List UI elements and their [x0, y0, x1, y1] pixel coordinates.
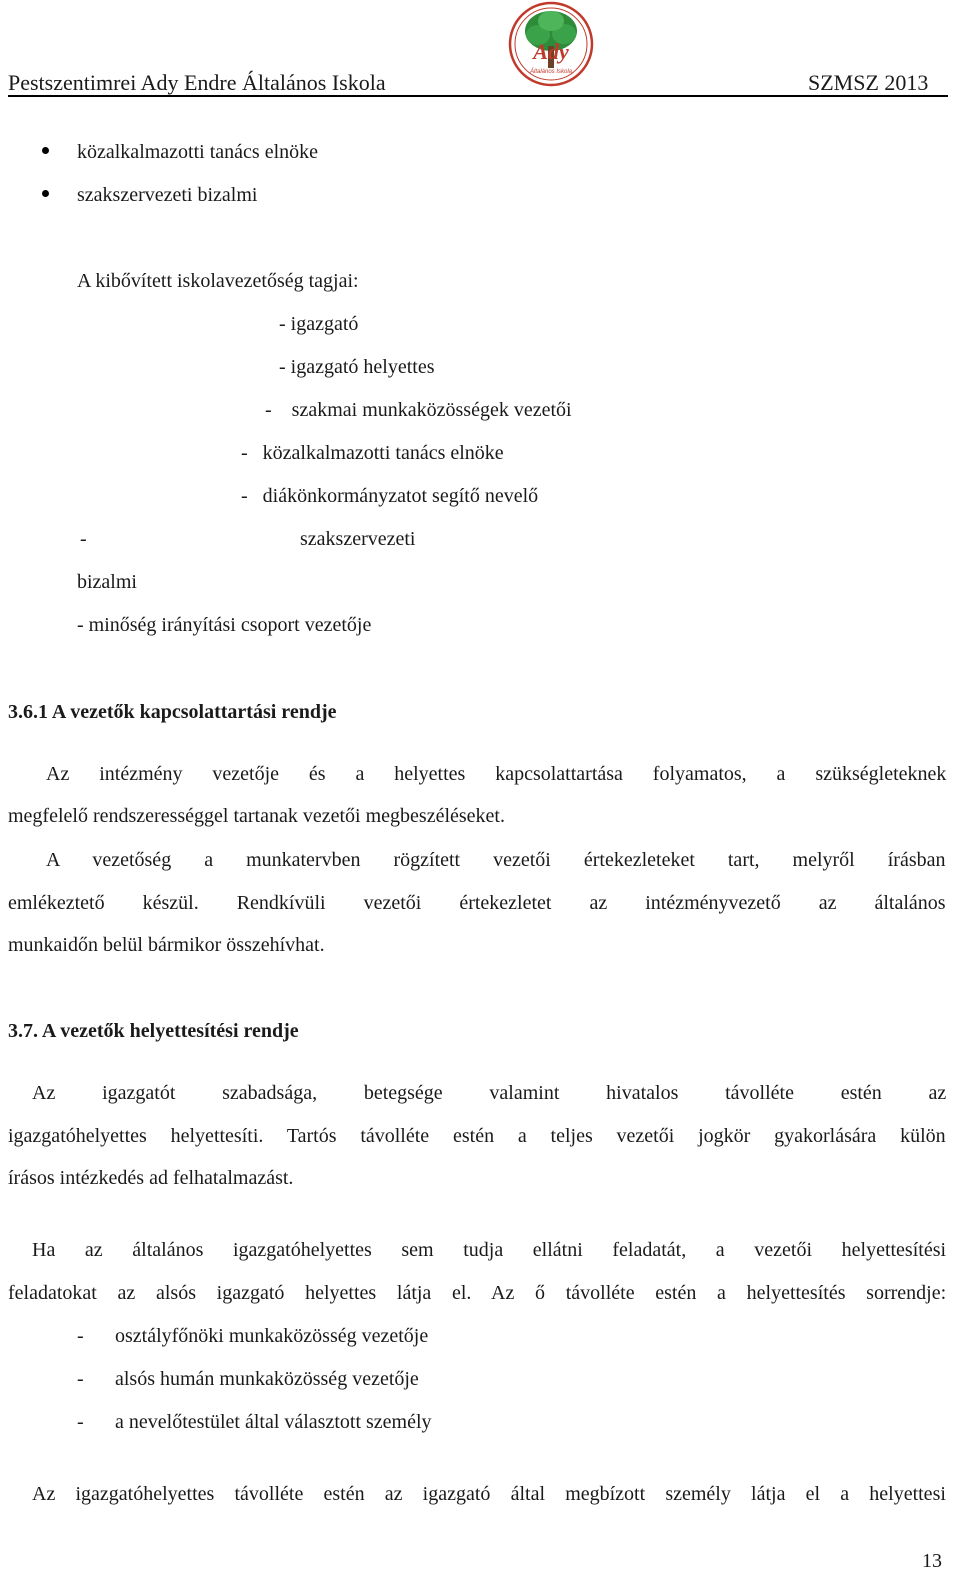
- list-item: alsós humán munkaközösség vezetője: [115, 1368, 419, 1390]
- paragraph-line: A vezetőség a munkatervben rögzített vezetői értekezleteket tart, melyről írásban: [46, 849, 946, 871]
- paragraph-line: feladatokat az alsós igazgató helyettes látja el. Az ő távolléte estén a helyettesítés sorrendje:: [8, 1282, 947, 1304]
- header-school-name: Pestszentimrei Ady Endre Általános Iskola: [8, 70, 386, 95]
- header-divider: [8, 95, 948, 97]
- list-dash: -: [77, 1325, 84, 1347]
- member-item: - igazgató: [279, 313, 359, 335]
- paragraph-line: emlékeztető készül. Rendkívüli vezetői értekezletet az intézményvezető az általános: [8, 892, 946, 914]
- member-item-continued: bizalmi: [77, 571, 137, 593]
- member-dash: -: [80, 528, 87, 550]
- list-dash: -: [77, 1368, 84, 1390]
- member-item: - szakmai munkaközösségek vezetői: [265, 399, 572, 421]
- section-heading-3-6-1: 3.6.1 A vezetők kapcsolattartási rendje: [8, 701, 337, 723]
- section-heading-3-7: 3.7. A vezetők helyettesítési rendje: [8, 1020, 299, 1042]
- bullet-item-1: közalkalmazotti tanács elnöke: [77, 141, 319, 163]
- bullet-dot: [42, 190, 49, 197]
- paragraph-line: Az intézmény vezetője és a helyettes kapcsolattartása folyamatos, a szükségleteknek: [46, 763, 947, 785]
- header-document-title: SZMSZ 2013: [808, 70, 929, 95]
- member-item: - igazgató helyettes: [279, 356, 435, 378]
- logo-wordmark: Ady: [533, 39, 569, 64]
- tree-seal-icon: [508, 1, 594, 87]
- paragraph-line: Ha az általános igazgatóhelyettes sem tudja ellátni feladatát, a vezetői helyettesítési: [32, 1239, 947, 1261]
- bullet-item-2: szakszervezeti bizalmi: [77, 184, 258, 206]
- logo-subtitle: Általános Iskola: [529, 69, 573, 75]
- page-number: 13: [922, 1550, 942, 1572]
- paragraph-line: írásos intézkedés ad felhatalmazást.: [8, 1167, 294, 1189]
- paragraph-line: igazgatóhelyettes helyettesíti. Tartós távolléte estén a teljes vezetői jogkör gyakorlására külön: [8, 1125, 946, 1147]
- paragraph-line: Az igazgatót szabadsága, betegsége valamint hivatalos távolléte estén az: [32, 1082, 947, 1104]
- member-item: szakszervezeti: [300, 528, 416, 550]
- bullet-dot: [42, 147, 49, 154]
- list-item: a nevelőtestület által választott személy: [115, 1411, 432, 1433]
- member-item: - diákönkormányzatot segítő nevelő: [241, 485, 539, 507]
- paragraph-line: munkaidőn belül bármikor összehívhat.: [8, 934, 325, 956]
- extended-management-title: A kibővített iskolavezetőség tagjai:: [77, 270, 359, 292]
- paragraph-line: megfelelő rendszerességgel tartanak vezetői megbeszéléseket.: [8, 805, 505, 827]
- list-item: osztályfőnöki munkaközösség vezetője: [115, 1325, 429, 1347]
- paragraph-line: Az igazgatóhelyettes távolléte estén az igazgató által megbízott személy látja el a helyettesi: [32, 1483, 946, 1505]
- list-dash: -: [77, 1411, 84, 1433]
- member-item: - közalkalmazotti tanács elnöke: [241, 442, 504, 464]
- member-item: - minőség irányítási csoport vezetője: [77, 614, 372, 636]
